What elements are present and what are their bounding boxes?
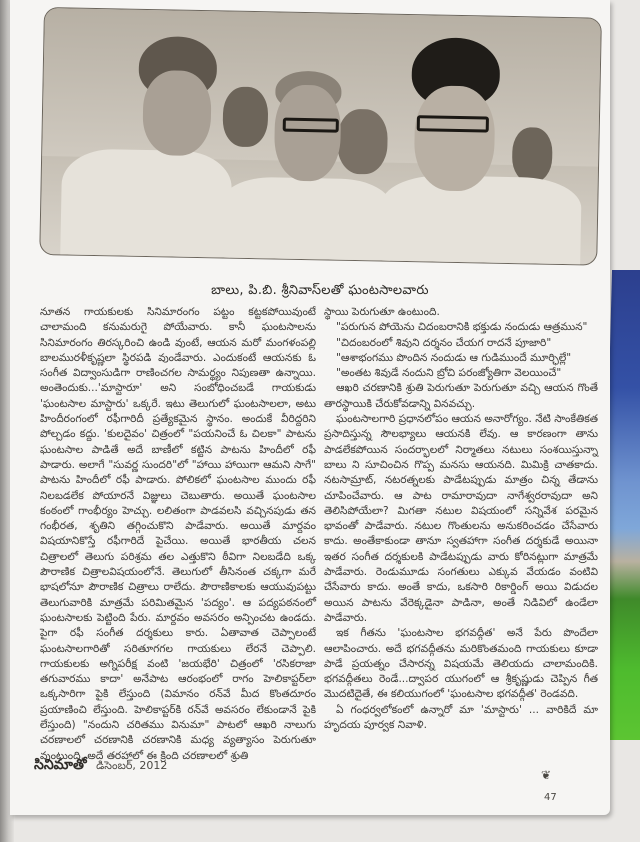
article-right-column	[324, 305, 598, 733]
end-mark-icon: ❦	[541, 768, 552, 782]
article-paragraph: నూతన గాయకులకు సినిమారంగం పట్టం కట్టకపోయివుంటే చాలామంది కనుమరుగై పోయేవారు. కానీ ఘంటసాలను సినిమారంగం తిరస్కరించి ఉండి వుంటే, ఆయన మరో మంగళంపల్లి బాలమురళీకృష్ణలా స్థిరపడి వుండేవారు. ఎందుకంటే ఆయనకు ఓ సంగీత విద్వాంసుడిగా రాణించగల సామర్థ్యం నిపుణతా ఉన్నాయి. అంతెందుకు...'మాస్టారూ' అని సంబోధించబడే గాయకుడు 'ఘంటసాల మాస్టారు' ఒక్కరే. ఇటు తెలుగులో ఘంటసాలలా, అటు హిందీరంగంలో రఫీగారిదీ ప్రత్యేకమైన స్థానం. అందుకే వీరిద్దరిని పోల్చడం కద్దు. 'కులదైవం' చిత్రంలో "పయనించే ఓ చిలకా" పాటను ఘంటసాల పాడితే అదే బాణీలో కట్టిన పాటను హిందీలో రఫీ పాడారు. అలాగే "సువర్ణ సుందరి"లో "హాయి హాయిగా ఆమని సాగే" పాటను హిందీలో రఫీ పాడారు. పోలికలో ఘంటసాల ముందు రఫీ నిలబడలేక పోయారనే విజ్ఞులు చెబుతారు. అయితే ఘంటసాల కంఠంలో గాంభీర్యం హెచ్చు. లలితంగా పాడవలసి వచ్చినపుడు తన గంభీరత, శృతిని తగ్గించుకొని పాడేవారు. అయితే మార్దవం విషయానికొస్తే రఫీగారిదే పైచేయి. అయితే భారతీయ చలన చిత్రాలలో తెలుగు పరిశ్రమ తల ఎత్తుకొని ఠీవిగా నిలబడేది ఒక్క పౌరాణిక చిత్రాలవిషయంలోనే. తెలుగులో తీసినంత చక్కగా మరే భాషలోనూ పౌరాణిక చిత్రాలు రాలేదు. పౌరాణికాలకు ఆయువుపట్టు తెలుగువారికి మాత్రమే పరిమితమైన 'పద్యం'. ఆ పద్యపఠనంలో ఘంటసాలకు పెట్టింది పేరు. మార్దవం అవసరం అన్పించట ఉండదు. పైగా రఫీ సంగీత దర్శకులు కారు. ఏతావాత చెప్పాలంటే ఘంటసాలగారితో సరితూగగల గాయకులు లేరనే చెప్పాలి. గాయకులకు అగ్నిపరీక్ష వంటి 'జయభేరి' చిత్రంలో 'రసికరాజా తగువారము కాదా' అనేపాట ఆరంభంలో రాగం హెలికాప్టర్‌లా ఒక్కసారిగా పైకి లేస్తుంది (విమానం రన్‌వే మీద కొంతదూరం ప్రయాణించి లేస్తుంది. హెలికాప్టర్‌కి రన్‌వే అవసరం లేకుండానే పైకి లేస్తుంది) "నందుని చరితము వినుమా" పాటలో ఆఖరి నాలుగు చరణాలలో చరణానికి చరణానికి మధ్య వ్యత్యాసం పెరుగుతూ వుంటుంది. అదే తరహాలో ఈ క్రింది చరణాలలో శ్రుతి	[40, 306, 316, 762]
magazine-name: సినిమాతో	[34, 757, 87, 773]
photo-person-3-face	[274, 84, 342, 181]
photo-person-4-face	[337, 109, 388, 175]
photo-person-5-glasses	[417, 115, 489, 132]
photo-person-2-face	[222, 86, 268, 147]
issue-date: డిసెంబర్, 2012	[96, 759, 168, 772]
photo-caption: బాలు, పి.బి. శ్రీనివాస్‌లతో ఘంటసాలవారు	[211, 283, 429, 298]
song-lyric-line: "అంతట శివుడే నందుని బ్రోచి పరంజ్యోతిగా వెలయించే"	[336, 367, 562, 380]
photo-person-1-body	[60, 148, 232, 265]
article-paragraph: ఇక గీతను 'ఘంటసాల భగవద్గీత' అనే పేరు పొందేలా ఆలాపించారు. అదే భగవద్గీతను మరికొంతమంది గాయకులు కూడా పాడే ప్రయత్నం చేసారన్న విషయమే తెలియదు చాలామందికి. భగవద్గీతలు రెండే...ద్వాపర యుగంలో ఆ శ్రీకృష్ణుడు చెప్పిన గీత మొదటిదైతే, ఈ కలియుగంలో 'ఘంటసాల భగవద్గీత' రెండవది.	[324, 627, 598, 701]
photo-person-5-body	[380, 175, 582, 266]
song-lyric-line: "ఆశాభంగము పొందిన నందుడు ఆ గుడిముందే మూర్ఛిల్లే"	[336, 351, 572, 364]
song-lyric-line: "పరుగున పోయెను చిదంబరానికి భక్తుడు నందుడు ఆత్రమున"	[336, 321, 588, 334]
page-footer	[34, 757, 167, 776]
article-left-column	[40, 305, 316, 764]
photo-person-5-face	[414, 85, 496, 192]
article-paragraph: ఏ గంధర్వలోకంలో ఉన్నారో మా 'మాస్టారు' ... వారికిదే మా హృదయ పూర్వక నివాళి.	[324, 703, 598, 732]
photo-person-3-glasses	[283, 118, 339, 133]
article-paragraph: ఆఖరి చరణానికి శ్రుతి పెరుగుతూ పెరుగుతూ వచ్చి ఆయన గొంతే తారస్థాయికి చేరుకోవడాన్ని వినవచ్చు.	[324, 382, 598, 410]
group-photo	[39, 7, 602, 266]
article-paragraph: స్థాయి పెరుగుతూ ఉంటుంది.	[324, 306, 440, 318]
photo-person-3-body	[220, 176, 392, 265]
article-paragraph: ఘంటసాలగారి ప్రధానలోపం ఆయన అనారోగ్యం. నేటి సాంకేతికత ప్రసాదిస్తున్న సౌలభ్యాలు ఆయనకి లేవు. ఆ కారణంగా తాను పాడలేకపోయిన సందర్భాలలో నిర్మాతలు నటులు సంశయిస్తున్నా బాలు ని సూచించిన గొప్ప మనసు ఆయనది. మిమిక్రి చాతకాదు. నటసామ్రాట్, నటరత్నలకు పాడేటప్పుడు మాత్రం చిన్న తేడాను చూపించేవారు. ఆ పాట రామారావుదా నాగేశ్వరరావుదా అని తెలిసిపోయేలా? మిగతా నటుల విషయంలో సన్నివేశ పరమైన భావంతో పాడేవారు. నటుల గొంతులను అనుకరించడం చేసేవారు కాదు. అంతేకాకుండా తానూ స్వతహాగా సంగీత దర్శకుడే అయినా ఇతర సంగీత దర్శకులకి పాడేటప్పుడు వారు కోరినట్లుగా మాత్రమే పాడేవారు. రెండుమూడు సంగతులు ఎక్కువ వేయడం వంటివి చేసేవారు కాదు. అంతే కాదు, ఒకసారి రికార్డింగ్ అయి విడుదల అయిన పాటను వేరెక్కడైనా పాడినా, అంతే నిడివిలో ఉండేలా పాడేవారు.	[324, 413, 598, 624]
song-lyric-line: "చిదంబరంలో శివుని దర్శనం చేయగ రాదనే పూజారి"	[336, 336, 552, 349]
page-number: 47	[544, 792, 557, 803]
photo-person-6-face	[512, 127, 553, 183]
photo-person-1-face	[142, 70, 212, 156]
